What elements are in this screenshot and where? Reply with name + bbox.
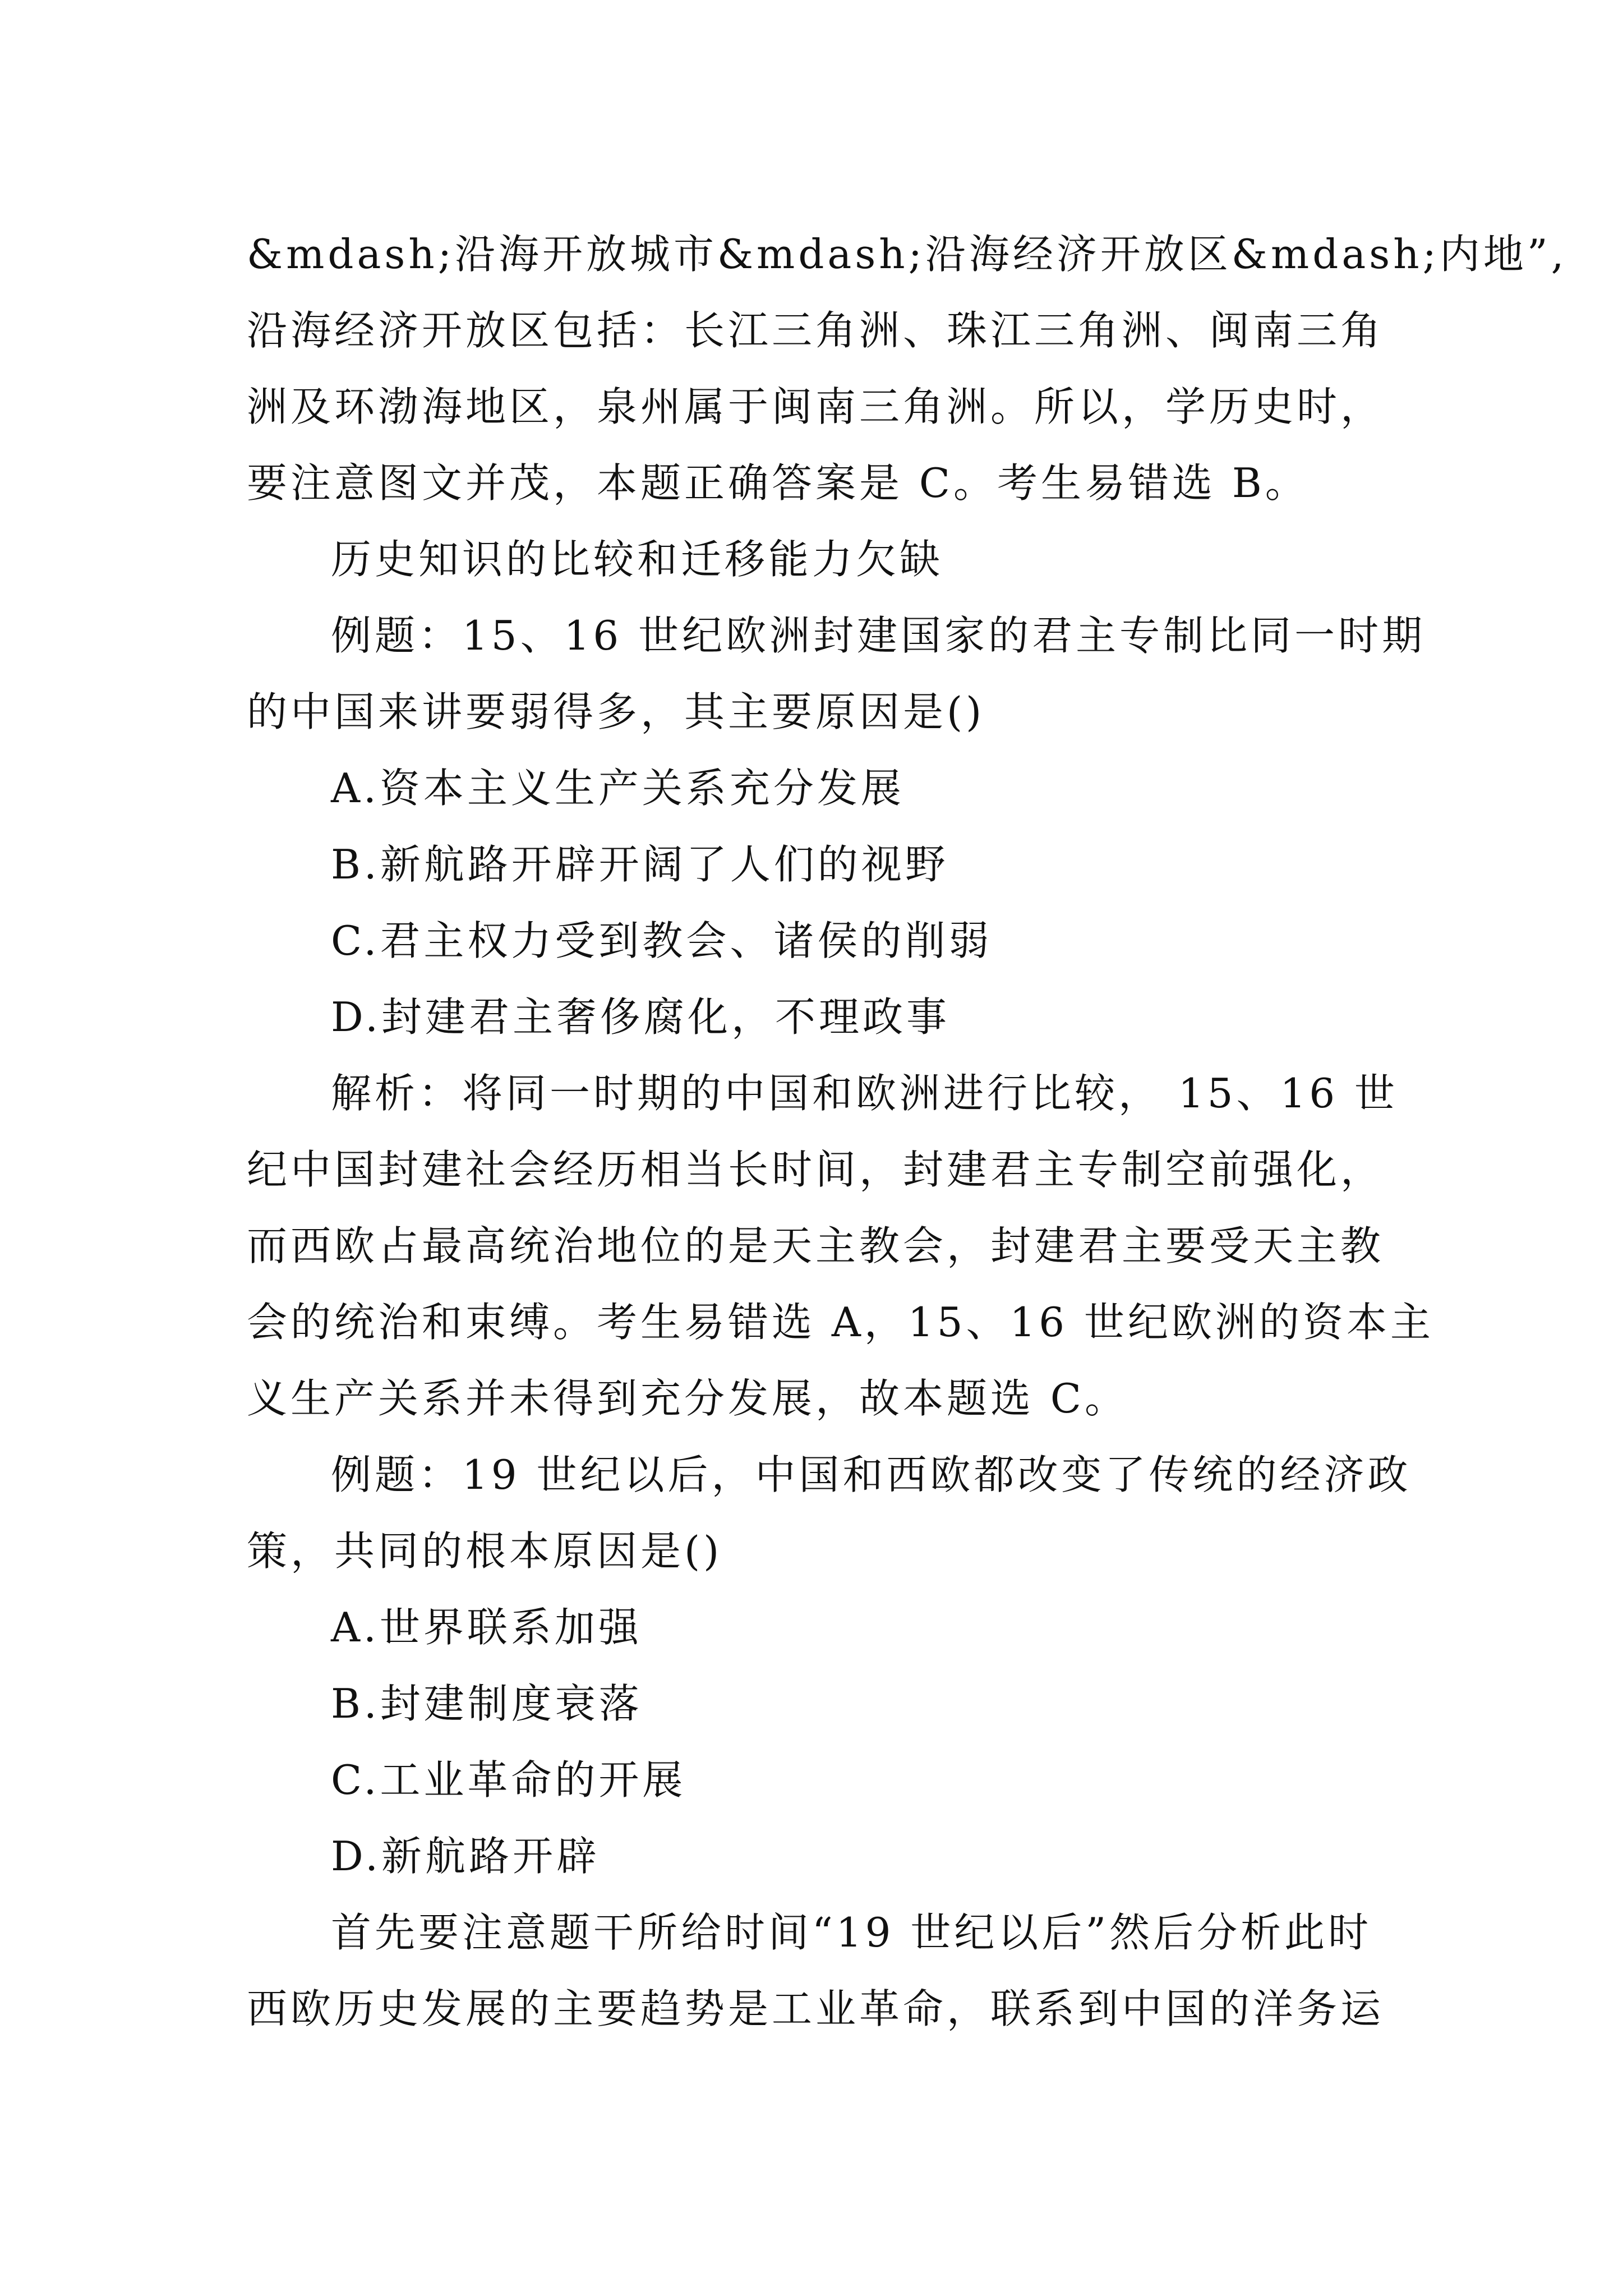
option-line: B.封建制度衰落 xyxy=(331,1680,643,1727)
option-line: D.新航路开辟 xyxy=(331,1833,601,1880)
text-line: 首先要注意题干所给时间“19 世纪以后”然后分析此时 xyxy=(331,1909,1372,1956)
section-heading: 历史知识的比较和迁移能力欠缺 xyxy=(331,536,944,583)
text-line: 策，共同的根本原因是() xyxy=(247,1527,723,1575)
option-line: A.资本主义生产关系充分发展 xyxy=(331,765,905,812)
text-line: 西欧历史发展的主要趋势是工业革命，联系到中国的洋务运 xyxy=(247,1985,1385,2032)
option-line: D.封建君主奢侈腐化，不理政事 xyxy=(331,993,951,1041)
text-line: 例题：15、16 世纪欧洲封建国家的君主专制比同一时期 xyxy=(331,612,1426,659)
option-line: C.君主权力受到教会、诸侯的削弱 xyxy=(331,917,993,964)
text-line: 沿海经济开放区包括：长江三角洲、珠江三角洲、闽南三角 xyxy=(247,307,1385,354)
text-line: 要注意图文并茂，本题正确答案是 C。考生易错选 B。 xyxy=(247,459,1309,507)
text-line: 例题：19 世纪以后，中国和西欧都改变了传统的经济政 xyxy=(331,1451,1412,1498)
text-line: 会的统治和束缚。考生易错选 A，15、16 世纪欧洲的资本主 xyxy=(247,1299,1435,1346)
text-line: 的中国来讲要弱得多，其主要原因是() xyxy=(247,688,985,735)
text-line: 义生产关系并未得到充分发展，故本题选 C。 xyxy=(247,1375,1128,1422)
document-page xyxy=(247,216,1567,2047)
option-line: C.工业革命的开展 xyxy=(331,1756,686,1803)
text-line: 解析：将同一时期的中国和欧洲进行比较， 15、16 世 xyxy=(331,1070,1399,1117)
option-line: A.世界联系加强 xyxy=(331,1604,642,1651)
option-line: B.新航路开辟开阔了人们的视野 xyxy=(331,841,949,888)
text-line: &mdash;沿海开放城市&mdash;沿海经济开放区&mdash;内地”, xyxy=(247,231,1567,278)
text-line: 而西欧占最高统治地位的是天主教会，封建君主要受天主教 xyxy=(247,1222,1385,1269)
text-line: 洲及环渤海地区，泉州属于闽南三角洲。所以，学历史时， xyxy=(247,383,1385,430)
text-line: 纪中国封建社会经历相当长时间，封建君主专制空前强化， xyxy=(247,1146,1385,1193)
